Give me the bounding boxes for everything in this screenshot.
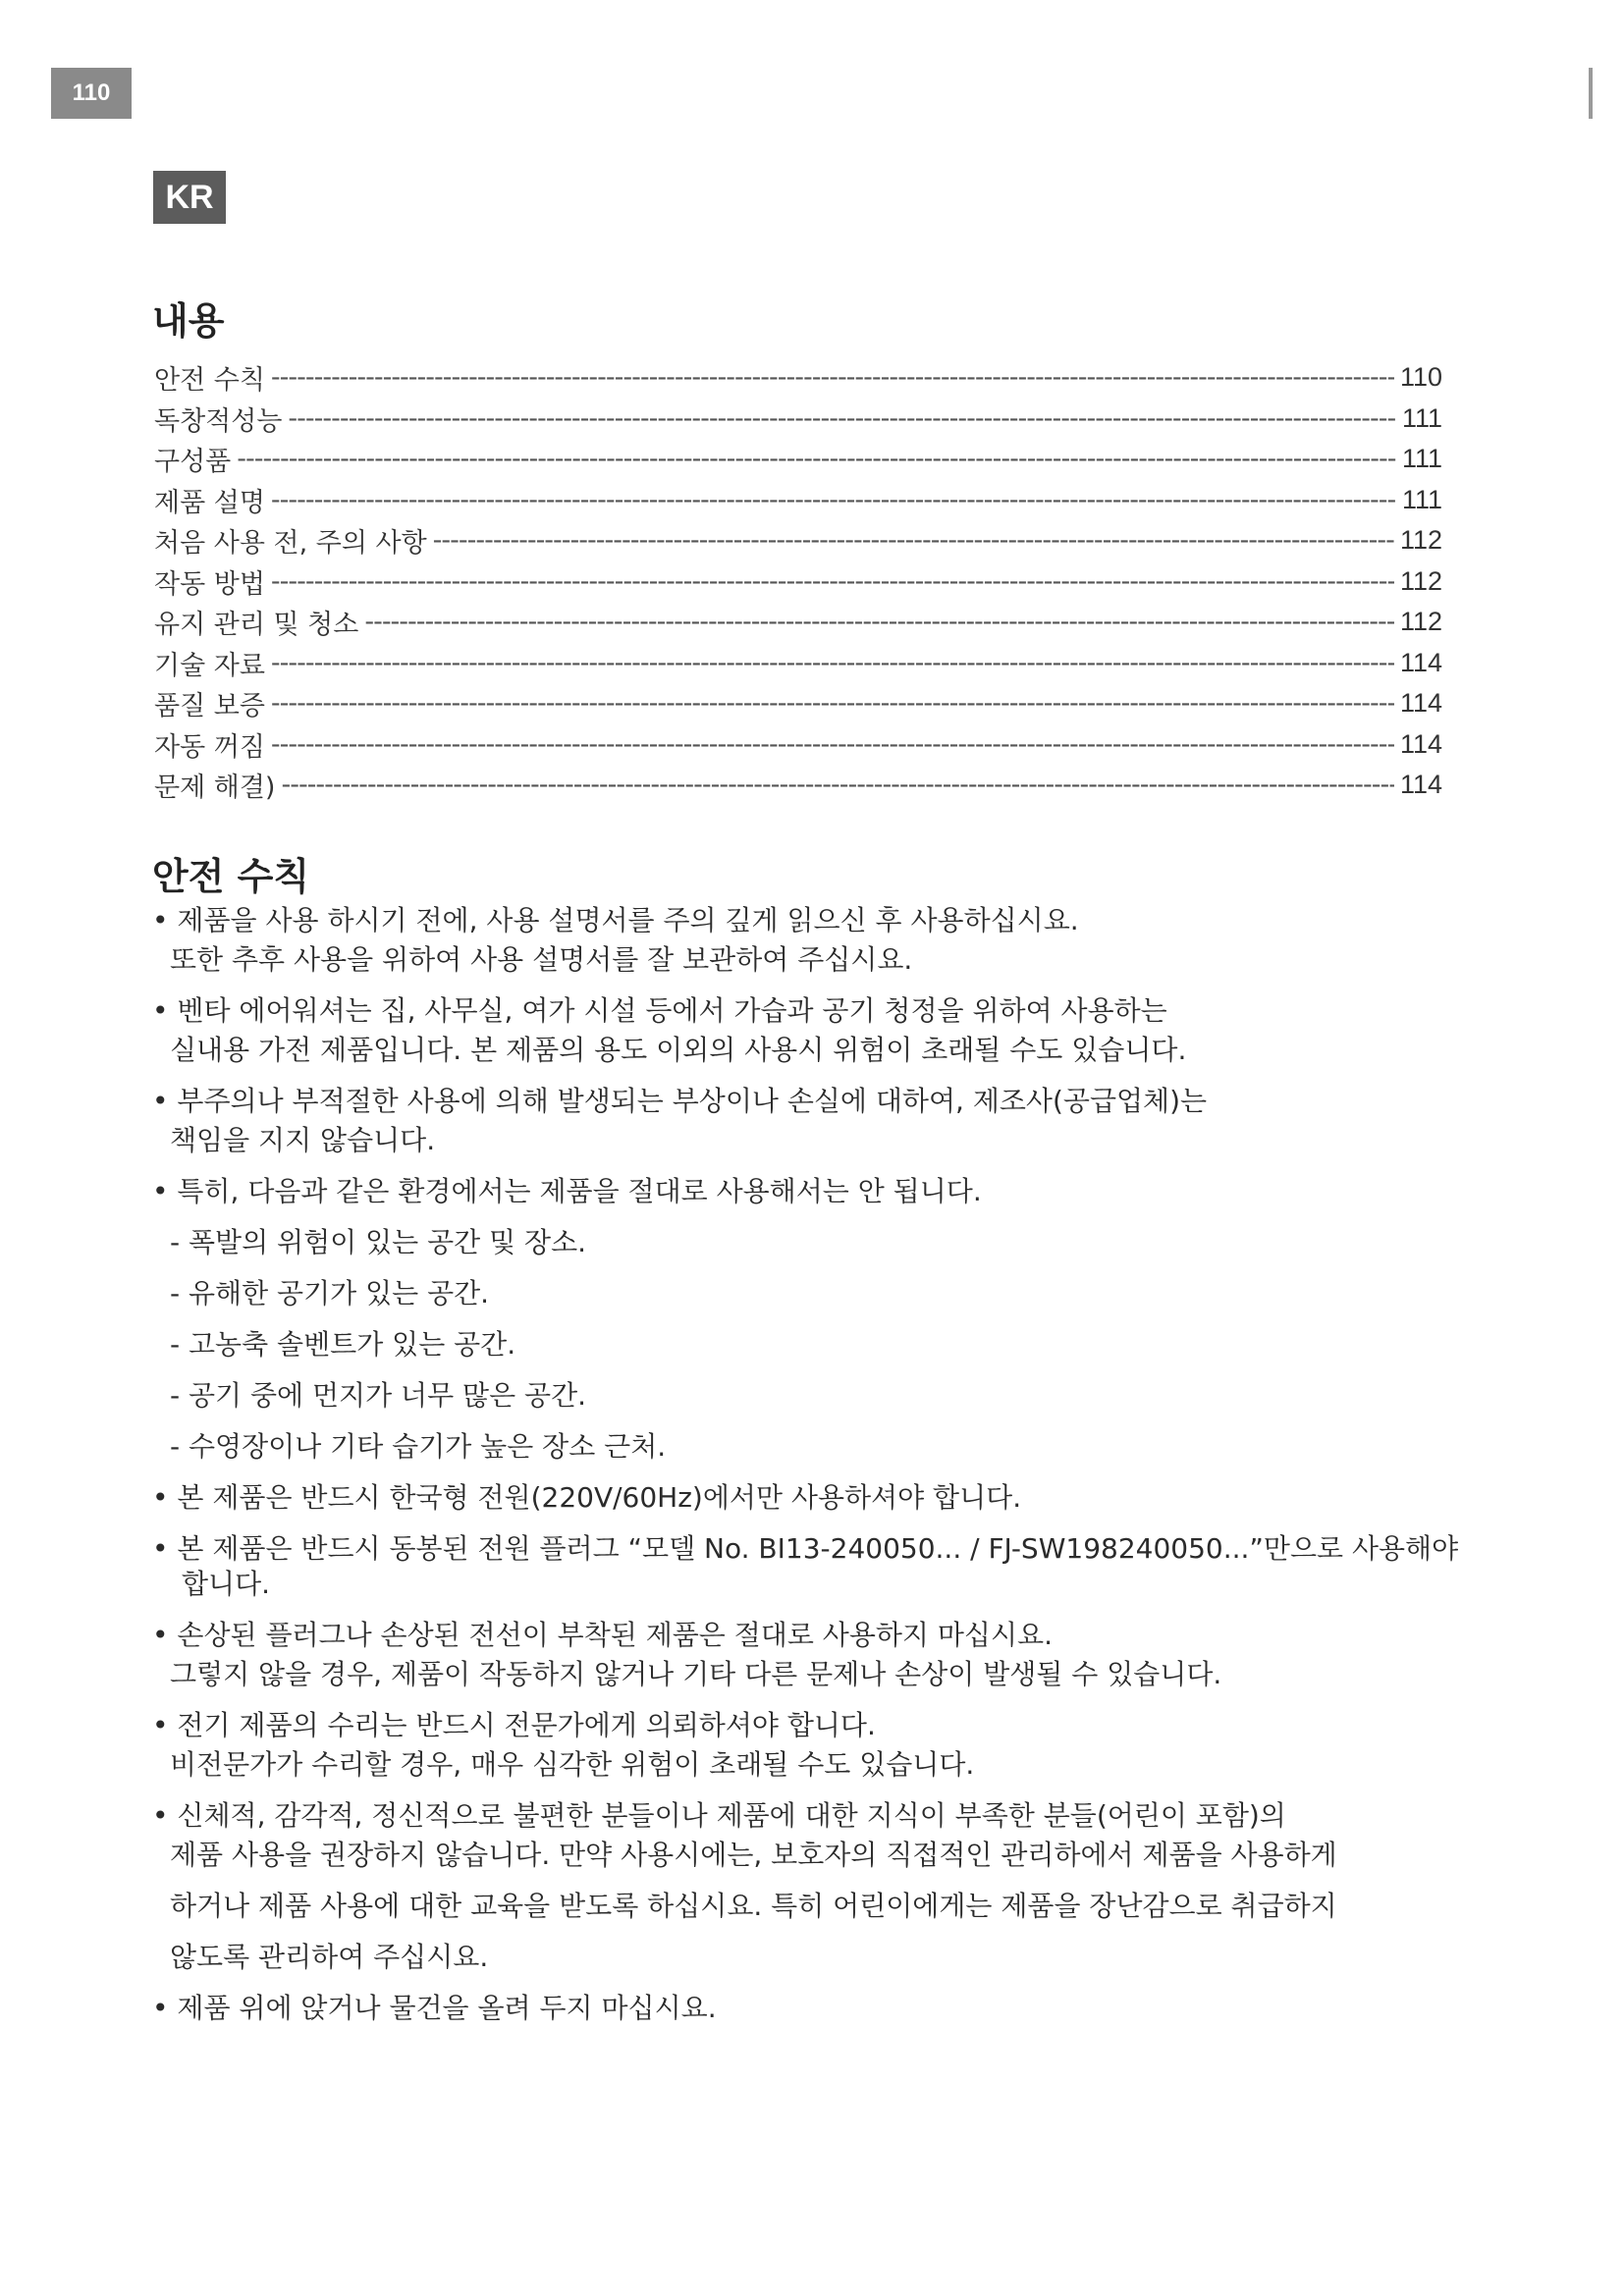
safety-continuation: 않도록 관리하여 주십시요.: [170, 1941, 489, 1973]
toc-item[interactable]: [154, 683, 1442, 724]
toc-item-page: 112: [1399, 607, 1442, 637]
table-of-contents: [154, 357, 1442, 806]
safety-subitem: - 공기 중에 먼지가 너무 많은 공간.: [170, 1379, 587, 1412]
safety-continuation: 하거나 제품 사용에 대한 교육을 받도록 하십시요. 특히 어린이에게는 제품을 장난감으로 취급하지: [170, 1890, 1337, 1922]
safety-continuation: 제품 사용을 권장하지 않습니다. 만약 사용시에는, 보호자의 직접적인 관리하에서 제품을 사용하게: [170, 1839, 1337, 1871]
toc-leader: [237, 442, 1396, 476]
toc-item-label: 자동 꺼짐: [154, 731, 265, 763]
safety-bullet: • 본 제품은 반드시 한국형 전원(220V/60Hz)에서만 사용하셔야 합니다.: [152, 1480, 1463, 1516]
toc-item-page: 111: [1401, 444, 1442, 474]
toc-item[interactable]: [154, 643, 1442, 684]
safety-bullet: • 손상된 플러그나 손상된 전선이 부착된 제품은 절대로 사용하지 마십시요.: [152, 1618, 1463, 1653]
toc-item-page: 114: [1399, 728, 1442, 759]
toc-item-page: 114: [1399, 647, 1442, 677]
toc-item-page: 114: [1399, 688, 1442, 719]
toc-item-label: 제품 설명: [154, 487, 265, 518]
safety-subitem: - 폭발의 위험이 있는 공간 및 장소.: [170, 1226, 587, 1258]
language-badge: KR: [153, 171, 226, 224]
page-number: 110: [51, 68, 132, 119]
toc-item-page: 111: [1401, 484, 1442, 514]
toc-leader: [288, 401, 1396, 436]
safety-continuation: 실내용 가전 제품입니다. 본 제품의 용도 이외의 사용시 위험이 초래될 수도 있습니다.: [170, 1034, 1187, 1066]
page-edge-marker: [1589, 68, 1593, 119]
toc-item[interactable]: [154, 765, 1442, 806]
toc-item-page: 114: [1399, 770, 1442, 800]
toc-item-page: 111: [1401, 402, 1442, 433]
safety-subitem: - 수영장이나 기타 습기가 높은 장소 근처.: [170, 1430, 667, 1463]
toc-item-label: 품질 보증: [154, 691, 265, 722]
toc-item[interactable]: [154, 399, 1442, 440]
safety-continuation: 또한 추후 사용을 위하여 사용 설명서를 잘 보관하여 주십시요.: [170, 943, 913, 976]
toc-item[interactable]: [154, 724, 1442, 766]
toc-leader: [271, 727, 1394, 762]
toc-item-page: 112: [1399, 565, 1442, 596]
toc-item[interactable]: [154, 520, 1442, 561]
toc-item-page: 112: [1399, 525, 1442, 556]
toc-leader: [364, 605, 1394, 639]
toc-item-label: 기술 자료: [154, 650, 265, 681]
safety-continuation: 비전문가가 수리할 경우, 매우 심각한 위험이 초래될 수도 있습니다.: [170, 1748, 975, 1781]
toc-item[interactable]: [154, 439, 1442, 480]
safety-bullet: • 벤타 에어워셔는 집, 사무실, 여가 시설 등에서 가습과 공기 청정을 위하여 사용하는: [152, 993, 1463, 1029]
toc-leader: [271, 483, 1396, 517]
toc-leader: [271, 686, 1394, 721]
toc-item[interactable]: [154, 602, 1442, 643]
toc-leader: [281, 768, 1394, 802]
toc-item-page: 110: [1399, 362, 1442, 393]
toc-leader: [271, 646, 1394, 680]
toc-item-label: 독창적성능: [154, 405, 283, 437]
toc-item-label: 구성품: [154, 447, 232, 478]
toc-item-label: 문제 해결): [154, 773, 276, 804]
safety-bullet: • 전기 제품의 수리는 반드시 전문가에게 의뢰하셔야 합니다.: [152, 1708, 1463, 1743]
safety-bullet: • 부주의나 부적절한 사용에 의해 발생되는 부상이나 손실에 대하여, 제조사(공급업체)는: [152, 1084, 1463, 1119]
toc-item[interactable]: [154, 561, 1442, 603]
toc-leader: [271, 564, 1394, 599]
toc-item-label: 작동 방법: [154, 568, 265, 600]
safety-continuation: 그렇지 않을 경우, 제품이 작동하지 않거나 기타 다른 문제나 손상이 발생될 수 있습니다.: [170, 1658, 1222, 1690]
toc-item[interactable]: [154, 480, 1442, 521]
toc-leader: [433, 523, 1394, 558]
safety-bullet: • 신체적, 감각적, 정신적으로 불편한 분들이나 제품에 대한 지식이 부족한 분들(어린이 포함)의: [152, 1798, 1463, 1834]
toc-leader: [271, 360, 1394, 395]
toc-item[interactable]: [154, 357, 1442, 399]
safety-bullet: • 특히, 다음과 같은 환경에서는 제품을 절대로 사용해서는 안 됩니다.: [152, 1174, 1463, 1209]
safety-instructions: [152, 903, 1463, 2042]
safety-continuation: 책임을 지지 않습니다.: [170, 1124, 436, 1156]
safety-bullet: • 본 제품은 반드시 동봉된 전원 플러그 “모델 No. BI13-240050... / FJ-SW198240050...”만으로 사용해야 합니다.: [152, 1531, 1463, 1602]
toc-item-label: 처음 사용 전, 주의 사항: [154, 528, 427, 560]
safety-bullet: • 제품 위에 앉거나 물건을 올려 두지 마십시요.: [152, 1991, 1463, 2026]
safety-subitem: - 유해한 공기가 있는 공간.: [170, 1277, 490, 1309]
toc-item-label: 유지 관리 및 청소: [154, 610, 359, 641]
toc-heading: 내용: [152, 299, 225, 343]
safety-bullet: • 제품을 사용 하시기 전에, 사용 설명서를 주의 깊게 읽으신 후 사용하십시요.: [152, 903, 1463, 938]
toc-item-label: 안전 수칙: [154, 365, 265, 397]
safety-subitem: - 고농축 솔벤트가 있는 공간.: [170, 1328, 516, 1361]
safety-heading: 안전 수칙: [152, 855, 310, 898]
